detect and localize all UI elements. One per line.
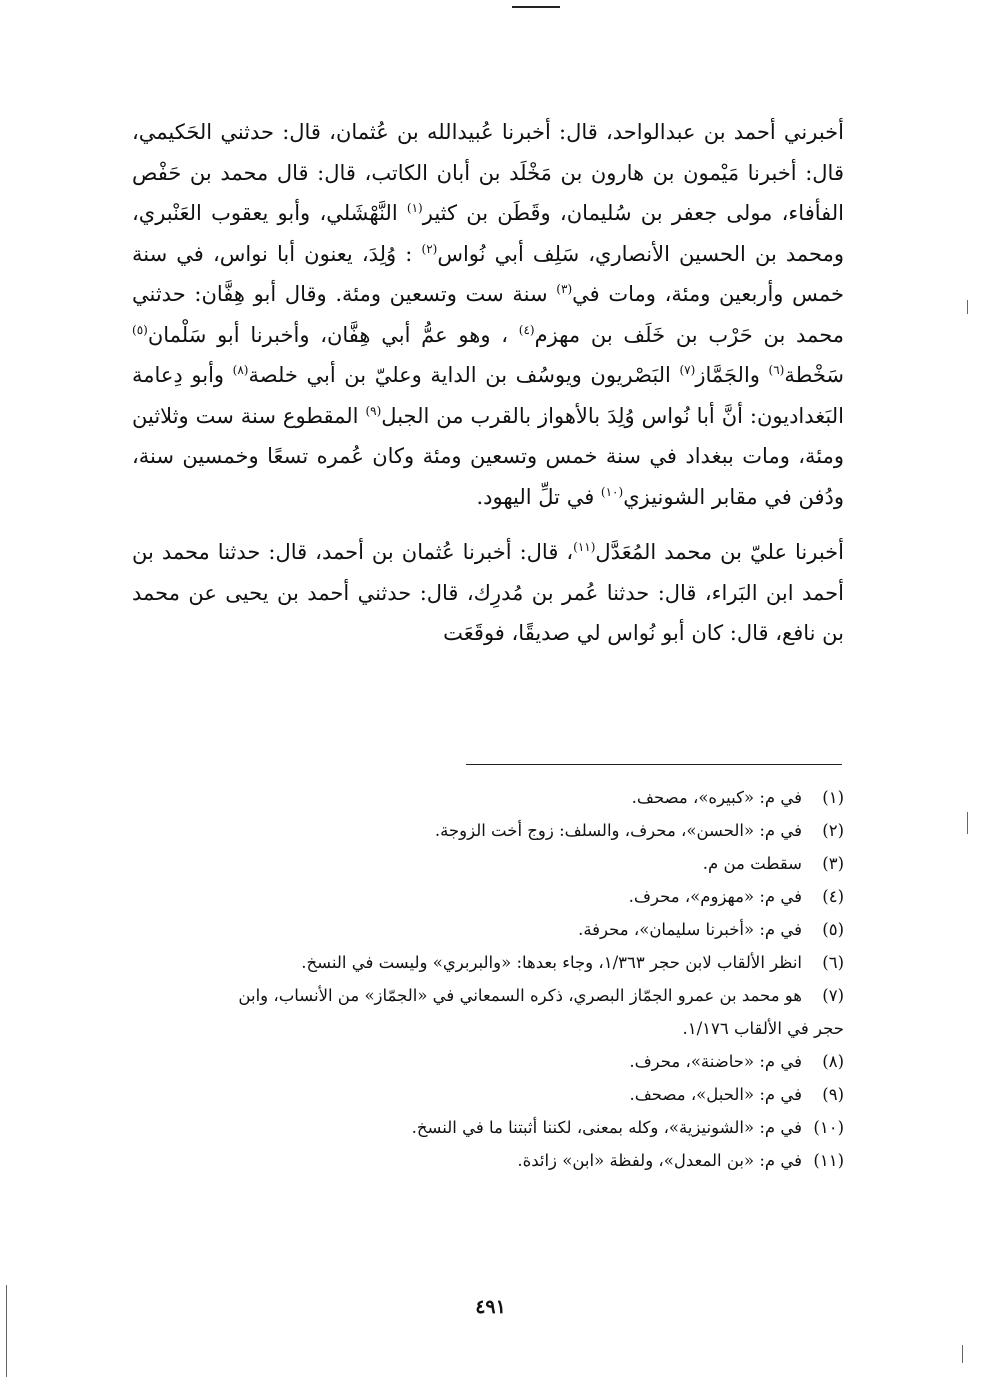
footnote-number: (٧) (822, 986, 844, 1005)
scan-edge-mark (967, 812, 968, 834)
footnote-text: هو محمد بن عمرو الجمّاز البصري، ذكره السمعاني في «الجمّاز» من الأنساب، وابن (238, 986, 802, 1005)
footnote-11 (132, 1144, 844, 1177)
footnote-number: (١١) (813, 1151, 844, 1170)
footnote-text: في م: «بن المعدل»، ولفظة «ابن» زائدة. (517, 1151, 802, 1170)
text-segment: النَّهْشَلي، وأبو يعقوب العَنْبري، ومحمد بن الحسين الأنصاري، سَلِف أبي نُواس (132, 201, 844, 266)
main-text (132, 112, 844, 654)
footnote-number: (٩) (822, 1085, 844, 1104)
footnote-number: (٤) (822, 887, 844, 906)
text-segment: ، وهو عمُّ أبي هِفَّان، وأخبرنا أبو سَلْمان (147, 322, 519, 347)
footnote-text: في م: «الشونيزية»، وكله بمعنى، لكننا أثبتنا ما في النسخ. (411, 1118, 802, 1137)
footnote-7-continued (132, 1012, 844, 1045)
footnote-ref-8[interactable]: (٨) (232, 363, 249, 377)
footnote-text: في م: «كبيره»، مصحف. (631, 788, 802, 807)
footnote-text: في م: «الحبل»، مصحف. (629, 1085, 802, 1104)
footnote-text: حجر في الألقاب ١/١٧٦. (682, 1019, 844, 1038)
footnote-9 (132, 1078, 844, 1111)
text-segment: أخبرني أحمد بن عبدالواحد، قال: أخبرنا عُبيدالله بن عُثمان، قال: حدثني الحَكيمي، قال: أخبرنا مَيْمون بن هارون بن مَخْلَد بن أبان الكاتب، قال: قال محمد بن حَفْص الفأفاء، مولى جعفر بن سُليمان، وقَطَن بن كثير (132, 120, 844, 225)
scan-edge-mark (967, 300, 968, 314)
footnote-ref-11[interactable]: (١١) (573, 540, 596, 554)
footnote-ref-6[interactable]: (٦) (768, 363, 785, 377)
text-segment: أخبرنا عليّ بن محمد المُعَدَّل (595, 540, 844, 564)
footnote-3 (132, 847, 844, 880)
footnote-4 (132, 880, 844, 913)
footnote-number: (١) (822, 788, 844, 807)
page-number: ٤٩١ (475, 1296, 506, 1318)
footnotes (132, 781, 844, 1177)
paragraph-2 (132, 532, 844, 654)
footnote-number: (٨) (822, 1052, 844, 1071)
footnote-number: (٦) (822, 953, 844, 972)
paragraph-1 (132, 112, 844, 517)
footnote-10 (132, 1111, 844, 1144)
footnote-number: (٥) (822, 920, 844, 939)
text-segment: سنة ست وتسعين ومئة. وقال أبو هِفَّان: حدثني محمد بن حَرْب بن خَلَف بن مهزم (132, 282, 845, 347)
footnote-text: في م: «حاضنة»، محرف. (629, 1052, 802, 1071)
text-segment: سَخْطة (784, 363, 844, 387)
footnote-ref-2[interactable]: (٢) (421, 241, 438, 256)
footnote-text: في م: «الحسن»، محرف، والسلف: زوج أخت الزوجة. (434, 821, 802, 840)
text-segment: وأبو دِعامة البَغداديون: أنَّ أبا نُواس وُلِدَ بالأهواز بالقرب من الجبل (132, 363, 844, 428)
footnote-ref-9[interactable]: (٩) (365, 403, 382, 418)
footnote-ref-4[interactable]: (٤) (518, 322, 535, 337)
top-margin-mark (512, 6, 560, 8)
text-segment: : وُلِدَ، يعنون أبا نواس، في سنة خمس وأربعين ومئة، ومات في (132, 241, 844, 306)
footnote-ref-5[interactable]: (٥) (132, 322, 148, 337)
scan-edge-mark (962, 1345, 963, 1363)
footnote-8 (132, 1045, 844, 1078)
footnote-6 (132, 946, 844, 979)
footnote-text: انظر الألقاب لابن حجر ١/٣٦٣، وجاء بعدها: «والبربري» وليست في النسخ. (301, 953, 802, 972)
footnote-text: في م: «أخبرنا سليمان»، محرفة. (578, 920, 802, 939)
text-segment: البَصْريون ويوسُف بن الداية وعليّ بن أبي خلصة (248, 363, 680, 387)
footnote-number: (١٠) (813, 1118, 844, 1137)
footnote-2 (132, 814, 844, 847)
footnote-text: سقطت من م. (702, 854, 802, 873)
text-segment: ، قال: أخبرنا عُثمان بن أحمد، قال: حدثنا محمد بن أحمد ابن البَراء، قال: حدثنا عُمر بن مُدرِك، قال: حدثني أحمد بن يحيى عن محمد بن نافع، قال: كان أبو نُواس لي صديقًا، فوقَعَت (132, 540, 844, 645)
footnote-text: في م: «مهزوم»، محرف. (628, 887, 802, 906)
footnote-number: (٢) (822, 821, 844, 840)
text-segment: في تلِّ اليهود. (476, 484, 601, 509)
text-segment: والجَمَّاز (695, 363, 769, 387)
footnote-number: (٣) (822, 854, 844, 873)
text-segment: المقطوع سنة ست وثلاثين ومئة، ومات ببغداد في سنة خمس وتسعين ومئة وكان عُمره تسعًا وخمسين سنة، ودُفن في مقابر الشونيزي (132, 403, 844, 509)
footnote-1 (132, 781, 844, 814)
footnote-ref-1[interactable]: (١) (406, 201, 423, 215)
footnote-5 (132, 913, 844, 946)
footnote-separator (466, 764, 842, 765)
footnote-ref-10[interactable]: (١٠) (600, 484, 624, 499)
footnote-ref-3[interactable]: (٣) (556, 282, 573, 296)
footnote-7 (132, 979, 844, 1012)
footnote-ref-7[interactable]: (٧) (679, 363, 696, 377)
